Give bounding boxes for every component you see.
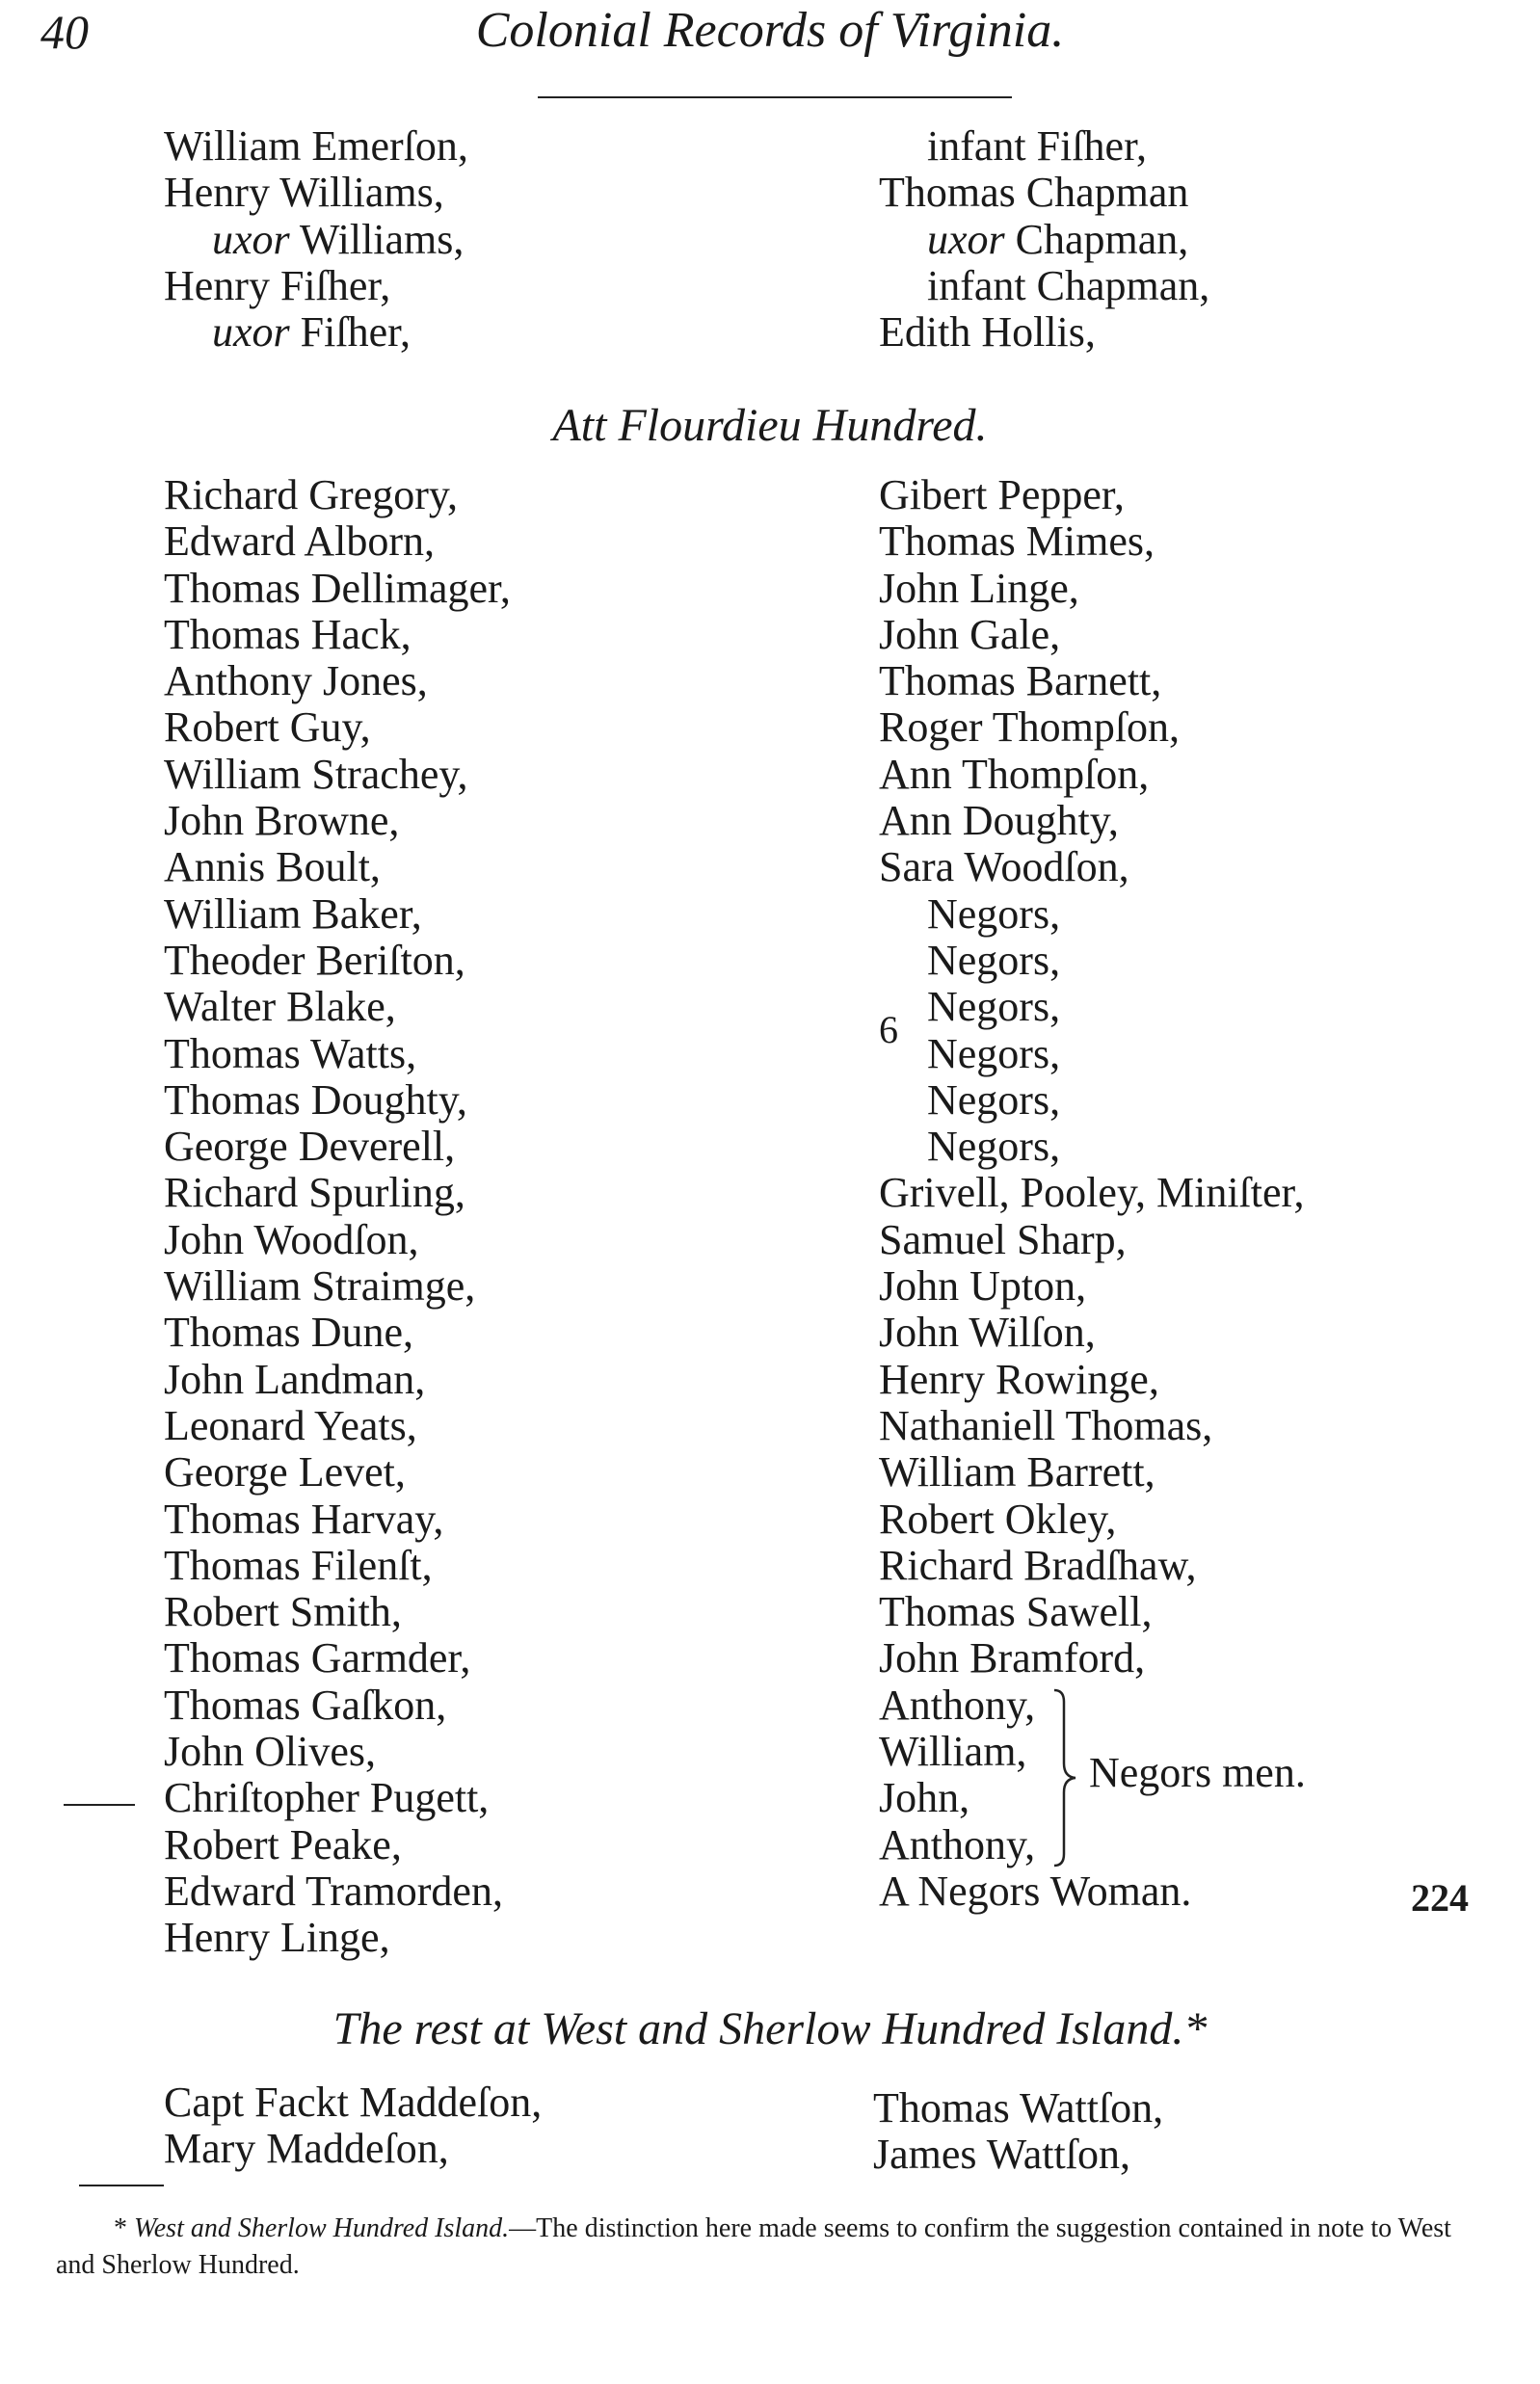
negors-entry: Negors, (927, 936, 1061, 984)
bracket-label: Negors men. (1089, 1748, 1306, 1796)
name-entry: Theoder Beriſton, (164, 936, 465, 984)
name-entry: Roger Thompſon, (879, 703, 1181, 752)
section-heading-flourdieu: Att Flourdieu Hundred. (552, 400, 988, 451)
name-entry: Henry Fiſher, (164, 261, 391, 309)
flourdieu-right-column (879, 472, 1304, 1915)
name-entry: John Landman, (164, 1355, 426, 1403)
name-entry: John Wilſon, (879, 1309, 1096, 1357)
name-entry: John Linge, (879, 564, 1079, 612)
name-entry: Ann Doughty, (879, 797, 1119, 845)
name-entry: John Olives, (164, 1728, 376, 1776)
curly-brace-icon (1050, 1686, 1079, 1869)
footnote-rule (79, 2185, 164, 2186)
name-entry: Annis Boult, (164, 843, 381, 891)
section-heading-west-sherlow: The rest at West and Sherlow Hundred Island.* (332, 2003, 1208, 2054)
name-entry: Thomas Doughty, (164, 1075, 467, 1124)
uxor-prefix: uxor (927, 215, 1005, 263)
bracket-entry: Anthony, (879, 1681, 1036, 1729)
name-entry: Robert Guy, (164, 703, 371, 752)
negors-entry: Negors, (927, 983, 1061, 1031)
name-entry: infant Fiſher, (927, 122, 1147, 170)
running-title: Colonial Records of Virginia. (475, 3, 1065, 58)
name-entry: Thomas Chapman (879, 169, 1189, 217)
name-entry (164, 309, 468, 356)
name-entry: Henry Linge, (164, 1914, 390, 1962)
name-entry: James Wattſon, (873, 2131, 1130, 2179)
negors-entry: Negors, (927, 1029, 1061, 1077)
name-entry: Edward Tramorden, (164, 1867, 503, 1915)
name-entry: Sara Woodſon, (879, 843, 1129, 891)
name-text: Chapman, (1004, 215, 1189, 263)
margin-number: 224 (1411, 1876, 1469, 1920)
name-entry: Ann Thompſon, (879, 750, 1150, 798)
footnote-title: West and Sherlow Hundred Island. (134, 2213, 510, 2243)
negors-count: 6 (879, 1007, 898, 1051)
name-entry: Thomas Barnett, (879, 657, 1162, 705)
name-entry: William Straimge, (164, 1262, 476, 1311)
name-entry: A Negors Woman. (879, 1867, 1192, 1915)
top-block-left-column (164, 123, 468, 356)
name-entry (879, 217, 1209, 263)
header-rule (538, 96, 1012, 98)
name-text: Williams, (289, 215, 465, 263)
bracket-entry: William, (879, 1728, 1027, 1776)
name-entry: John Bramford, (879, 1634, 1146, 1682)
bracket-entry: John, (879, 1774, 970, 1822)
page-number: 40 (40, 5, 89, 59)
name-entry: John Browne, (164, 797, 400, 845)
footnote (56, 2211, 1492, 2284)
name-entry: Mary Maddeſon, (164, 2125, 449, 2173)
name-entry: Henry Williams, (164, 169, 444, 217)
name-entry: Thomas Harvay, (164, 1495, 444, 1543)
top-block-right-column (879, 123, 1209, 356)
negors-entry: Negors, (927, 1123, 1061, 1171)
bracket-group (879, 1682, 1304, 1868)
flourdieu-left-column (164, 472, 511, 1962)
name-entry: Samuel Sharp, (879, 1215, 1127, 1263)
name-entry: Richard Bradſhaw, (879, 1541, 1197, 1589)
name-entry: Thomas Filenſt, (164, 1541, 433, 1589)
name-entry: Thomas Watts, (164, 1029, 417, 1077)
name-entry: William Emerſon, (164, 122, 468, 170)
name-entry: infant Chapman, (927, 261, 1210, 309)
footnote-text: —The distinction here made seems to confirm the suggestion contained in note to West and Sherlow Hundred. (56, 2213, 1451, 2280)
name-entry: Thomas Garmder, (164, 1634, 471, 1682)
name-entry: Thomas Mimes, (879, 517, 1155, 566)
name-entry: William Baker, (164, 889, 422, 938)
name-entry: Edward Alborn, (164, 517, 436, 566)
name-text: Fiſher, (289, 308, 411, 357)
name-entry: Thomas Gaſkon, (164, 1681, 447, 1729)
negors-entry: Negors, (927, 1075, 1061, 1124)
name-entry (164, 217, 468, 263)
name-entry: Robert Smith, (164, 1588, 402, 1636)
name-entry: Capt Fackt Maddeſon, (164, 2079, 543, 2126)
name-entry: Chriſtopher Pugett, (164, 1774, 490, 1822)
name-entry: Henry Rowinge, (879, 1355, 1159, 1403)
west-sherlow-right-column (873, 2085, 1163, 2179)
negors-group (879, 891, 1304, 1171)
negors-entry: Negors, (927, 889, 1061, 938)
name-entry: Thomas Dellimager, (164, 564, 511, 612)
footnote-marker: * (114, 2213, 127, 2243)
name-entry: Thomas Dune, (164, 1309, 414, 1357)
name-entry: John Upton, (879, 1262, 1087, 1311)
name-entry: William Strachey, (164, 750, 468, 798)
name-entry: George Levet, (164, 1448, 406, 1497)
name-entry: George Deverell, (164, 1123, 456, 1171)
name-entry: Grivell, Pooley, Miniſter, (879, 1169, 1305, 1217)
bracket-entry: Anthony, (879, 1820, 1036, 1868)
margin-dash (64, 1804, 135, 1806)
west-sherlow-left-column (164, 2079, 542, 2173)
name-entry: Edith Hollis, (879, 308, 1096, 357)
name-entry: Richard Spurling, (164, 1169, 465, 1217)
name-entry: Thomas Hack, (164, 610, 412, 658)
name-entry: Anthony Jones, (164, 657, 428, 705)
name-entry: Robert Okley, (879, 1495, 1117, 1543)
name-entry: Richard Gregory, (164, 471, 459, 518)
name-entry: Gibert Pepper, (879, 471, 1125, 518)
name-entry: Thomas Sawell, (879, 1588, 1153, 1636)
name-entry: John Gale, (879, 610, 1061, 658)
name-entry: Leonard Yeats, (164, 1401, 417, 1449)
uxor-prefix: uxor (212, 308, 290, 357)
uxor-prefix: uxor (212, 215, 290, 263)
name-entry: Robert Peake, (164, 1820, 402, 1868)
name-entry: Thomas Wattſon, (873, 2084, 1164, 2132)
name-entry: Walter Blake, (164, 983, 396, 1031)
name-entry: William Barrett, (879, 1448, 1155, 1497)
name-entry: Nathaniell Thomas, (879, 1401, 1213, 1449)
name-entry: John Woodſon, (164, 1215, 419, 1263)
